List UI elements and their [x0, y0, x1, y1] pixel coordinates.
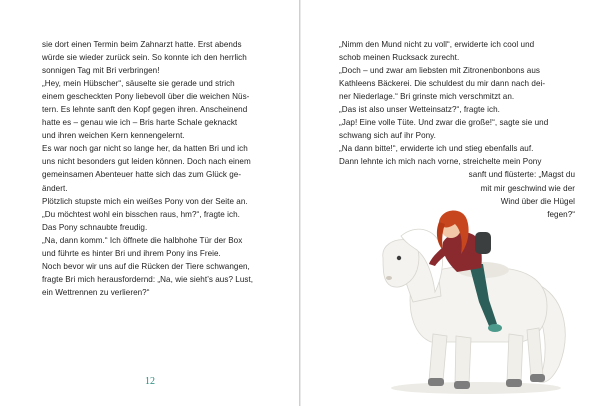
text-line: fragte Bri mich herausfordernd: „Na, wie sieht’s aus? Lust, [42, 274, 254, 284]
pony-leg [527, 328, 543, 378]
text-line: „Doch – und zwar am liebsten mit Zitronenbonbons aus [339, 66, 540, 76]
pony-hoof [454, 381, 470, 389]
text-line: „Nimm den Mund nicht zu voll“, erwiderte ich cool und [339, 40, 535, 49]
text-line: fegen?“ [547, 209, 575, 219]
text-line: sie dort einen Termin beim Zahnarzt hatte. Erst abends [42, 40, 242, 49]
text-line: einem gescheckten Pony liebevoll über die weichen Nüs- [42, 92, 250, 102]
text-line: „Hey, mein Hübscher“, säuselte sie gerade und strich [42, 79, 235, 89]
pony-nostril [386, 276, 392, 280]
pony-hoof [530, 374, 545, 382]
text-line: mit mir geschwind wie der [480, 183, 575, 193]
text-line: und führte es hinter Bri und ihrem Pony ins Freie. [42, 248, 221, 258]
page-number: 12 [145, 376, 155, 387]
text-line: „Na dann bitte!“, erwiderte ich und stieg ebenfalls auf. [339, 144, 534, 154]
girl-on-pony-illustration [371, 206, 571, 396]
text-line: Noch bevor wir uns auf die Rücken der Tiere schwangen, [42, 261, 250, 271]
text-line: „Du möchtest wohl ein bisschen raus, hm?“, fragte ich. [42, 209, 240, 219]
text-line: gemeinsamen Abenteuer hatte sich das zum Glück ge- [42, 170, 242, 180]
text-line: Dann lehnte ich mich nach vorne, streichelte mein Pony [339, 157, 542, 167]
text-line: Das Pony schnaubte freudig. [42, 222, 148, 232]
girl-shoe [488, 324, 502, 332]
text-line: sonnigen Tag mit Bri verbringen! [42, 66, 160, 76]
pony-leg [507, 334, 523, 382]
right-page [300, 0, 600, 406]
text-line: uns nicht besonders gut leiden können. Doch nach einem [42, 157, 251, 167]
text-line: schwang sich auf ihr Pony. [339, 131, 436, 141]
text-line: ändert. [42, 183, 68, 193]
left-page-text [42, 38, 270, 299]
text-line: tern. Es lehnte sanft den Kopf gegen ihren. Anscheinend [42, 105, 248, 115]
text-line: Wind über die Hügel [500, 196, 575, 206]
pony-hoof [428, 378, 444, 386]
text-line: schob meinen Rucksack zurecht. [339, 53, 460, 63]
text-line: sanft und flüsterte: „Magst du [468, 170, 575, 180]
right-page-text [339, 38, 575, 221]
text-line: und ihren weichen Kern kennengelernt. [42, 131, 185, 141]
text-line: „Das ist also unser Wetteinsatz?“, fragte ich. [339, 105, 500, 115]
pony-leg [455, 336, 471, 384]
text-line: „Jap! Eine volle Tüte. Und zwar die große!“, sagte sie und [339, 118, 549, 128]
text-line: „Na, dann komm.“ Ich öffnete die halbhohe Tür der Box [42, 235, 243, 245]
text-line: Kathleens Bäckerei. Die schuldest du mir dann nach dei- [339, 79, 546, 89]
pony-eye [397, 256, 401, 260]
text-line: Plötzlich stupste mich ein weißes Pony von der Seite an. [42, 196, 248, 206]
backpack [475, 232, 491, 254]
text-line: ein Wettrennen zu verlieren?“ [42, 287, 150, 297]
ground-shadow [391, 382, 561, 394]
text-line: Es war noch gar nicht so lange her, da hatten Bri und ich [42, 144, 248, 154]
pony-hoof [506, 379, 522, 387]
text-line: würde sie wieder zurück sein. So konnte ich den herrlich [42, 53, 247, 63]
text-line: hatte es – genau wie ich – Bris harte Schale geknackt [42, 118, 238, 128]
text-line: ner Niederlage.“ Bri grinste mich verschmitzt an. [339, 92, 515, 102]
